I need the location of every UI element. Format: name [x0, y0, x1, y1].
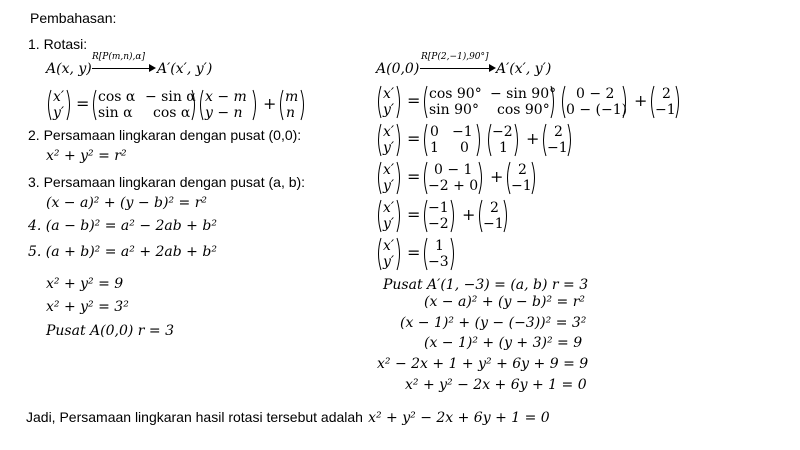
item1-offset-vector: [198, 89, 258, 121]
step3-lhs-vector: [376, 161, 402, 195]
item1-rot-12: − sin α: [145, 89, 196, 105]
step1-lhs-top: x′: [383, 86, 395, 102]
step4-v-bot: −2: [428, 216, 449, 232]
item1-map-to: A′(x′, y′): [157, 61, 213, 77]
step1-center-vector: [649, 85, 681, 119]
step2-v-bot: 1: [499, 140, 508, 156]
item1-arrow-head: [149, 64, 156, 72]
step2-equals: =: [407, 129, 421, 148]
item1-vec-top: x − m: [205, 89, 247, 105]
item2-label: 2. Persamaan lingkaran dengan pusat (0,0):: [28, 127, 302, 143]
item2-equation: x² + y² = r²: [46, 148, 127, 164]
item1-map-arrow: [92, 52, 156, 74]
right-center-line: Pusat A′(1, −3) = (a, b) r = 3: [383, 277, 589, 293]
step1-v-bot: 0 − (−1): [566, 102, 628, 118]
step1-m12: − sin 90°: [490, 86, 557, 102]
step1-offset-vector: [560, 85, 628, 119]
right-map-from: A(0,0): [376, 61, 420, 77]
heading-text: Pembahasan: [30, 10, 113, 26]
step4-v-top: −1: [428, 200, 449, 216]
given-equation-2: x² + y² = 3²: [46, 299, 129, 315]
step2-vector: [486, 123, 520, 157]
step2-lhs-vector: [376, 123, 402, 157]
step1-m22: cos 90°: [497, 102, 550, 118]
step2-m11: 0: [430, 124, 439, 140]
heading: [30, 11, 116, 25]
step4-lhs-bot: y′: [383, 216, 395, 232]
step1-c-top: 2: [662, 86, 671, 102]
item1-arrow-line: [92, 68, 150, 69]
right-arrow-label: R[P(2,−1),90°]: [421, 52, 489, 62]
step2-matrix: [422, 123, 482, 157]
item1-map-from: A(x, y): [46, 61, 92, 77]
item5-identity: 5. (a + b)² = a² + 2ab + b²: [28, 244, 217, 260]
step4-plus: +: [462, 205, 476, 224]
item3-equation: (x − a)² + (y − b)² = r²: [46, 195, 208, 211]
item1-rot-22: cos α: [153, 105, 191, 121]
item1-plus: +: [263, 94, 277, 113]
step2-lhs-bot: y′: [383, 140, 395, 156]
step1-c-bot: −1: [655, 102, 676, 118]
step2-v-top: −2: [492, 124, 513, 140]
step4-c-bot: −1: [483, 216, 504, 232]
item1-center-vector: [278, 89, 306, 121]
item1-rot-11: cos α: [98, 89, 136, 105]
item1-rot-21: sin α: [98, 105, 133, 121]
right-eq2: (x − 1)² + (y − (−3))² = 3²: [400, 315, 587, 331]
step5-equals: =: [407, 243, 421, 262]
item1-equals: =: [76, 94, 90, 113]
step2-m22: 0: [460, 140, 469, 156]
step4-c-top: 2: [490, 200, 499, 216]
step4-equals: =: [407, 205, 421, 224]
step5-lhs-vector: [376, 237, 402, 271]
right-arrow-line: [420, 68, 490, 69]
step3-vector: [422, 161, 484, 195]
step5-result-vector: [422, 237, 456, 271]
step2-center-vector: [541, 123, 573, 157]
step3-c-bot: −1: [511, 178, 532, 194]
step4-lhs-top: x′: [383, 200, 395, 216]
step1-m11: cos 90°: [429, 86, 482, 102]
conclusion-text: Jadi, Persamaan lingkaran hasil rotasi tersebut adalah: [26, 409, 363, 425]
step2-m12: −1: [452, 124, 473, 140]
right-map-to: A′(x′, y′): [496, 61, 552, 77]
item1-lhs-vector: [46, 89, 72, 121]
item1-rotation-matrix: [91, 89, 197, 121]
step3-lhs-bot: y′: [383, 178, 395, 194]
step1-equals: =: [407, 91, 421, 110]
step2-c-top: 2: [554, 124, 563, 140]
item1-vec-bot: y − n: [205, 105, 243, 121]
right-eq1: (x − a)² + (y − b)² = r²: [424, 294, 586, 310]
step1-lhs-bot: y′: [383, 102, 395, 118]
step1-lhs-vector: [376, 85, 402, 119]
conclusion-equation: x² + y² − 2x + 6y + 1 = 0: [368, 410, 550, 426]
item1-lhs-top: x′: [53, 89, 65, 105]
right-arrow-head: [489, 64, 496, 72]
step1-v-top: 0 − 2: [576, 86, 615, 102]
step3-c-top: 2: [518, 162, 527, 178]
right-eq5: x² + y² − 2x + 6y + 1 = 0: [405, 377, 587, 393]
step5-v-bot: −3: [428, 254, 449, 270]
item3-label: 3. Persamaan lingkaran dengan pusat (a, b):: [28, 174, 306, 190]
step5-v-top: 1: [435, 238, 444, 254]
step1-plus: +: [634, 91, 648, 110]
step1-rotation-matrix: [422, 85, 556, 119]
step2-c-bot: −1: [547, 140, 568, 156]
item1-label: 1. Rotasi:: [28, 36, 88, 52]
item1-arrow-label: R[P(m,n),α]: [92, 52, 146, 62]
step4-center-vector: [477, 199, 509, 233]
heading-colon: :: [112, 10, 117, 26]
step3-equals: =: [407, 167, 421, 186]
item1-lhs-bot: y′: [53, 105, 65, 121]
step2-lhs-top: x′: [383, 124, 395, 140]
step3-lhs-top: x′: [383, 162, 395, 178]
item1-center-bot: n: [286, 105, 296, 121]
step3-v-top: 0 − 1: [434, 162, 473, 178]
conclusion: [26, 409, 550, 425]
step4-lhs-vector: [376, 199, 402, 233]
step3-plus: +: [490, 167, 504, 186]
step5-lhs-top: x′: [383, 238, 395, 254]
given-equation-1: x² + y² = 9: [46, 276, 124, 292]
step2-plus: +: [526, 129, 540, 148]
step1-m21: sin 90°: [429, 102, 479, 118]
step4-vector: [422, 199, 456, 233]
right-eq3: (x − 1)² + (y + 3)² = 9: [424, 335, 583, 351]
right-map-arrow: [420, 52, 496, 74]
step3-center-vector: [505, 161, 537, 195]
item1-center-top: m: [285, 89, 299, 105]
step2-m21: 1: [430, 140, 439, 156]
given-center: Pusat A(0,0) r = 3: [46, 323, 175, 339]
step3-v-bot: −2 + 0: [428, 178, 479, 194]
step5-lhs-bot: y′: [383, 254, 395, 270]
right-eq4: x² − 2x + 1 + y² + 6y + 9 = 9: [377, 356, 589, 372]
item4-identity: 4. (a − b)² = a² − 2ab + b²: [28, 218, 217, 234]
